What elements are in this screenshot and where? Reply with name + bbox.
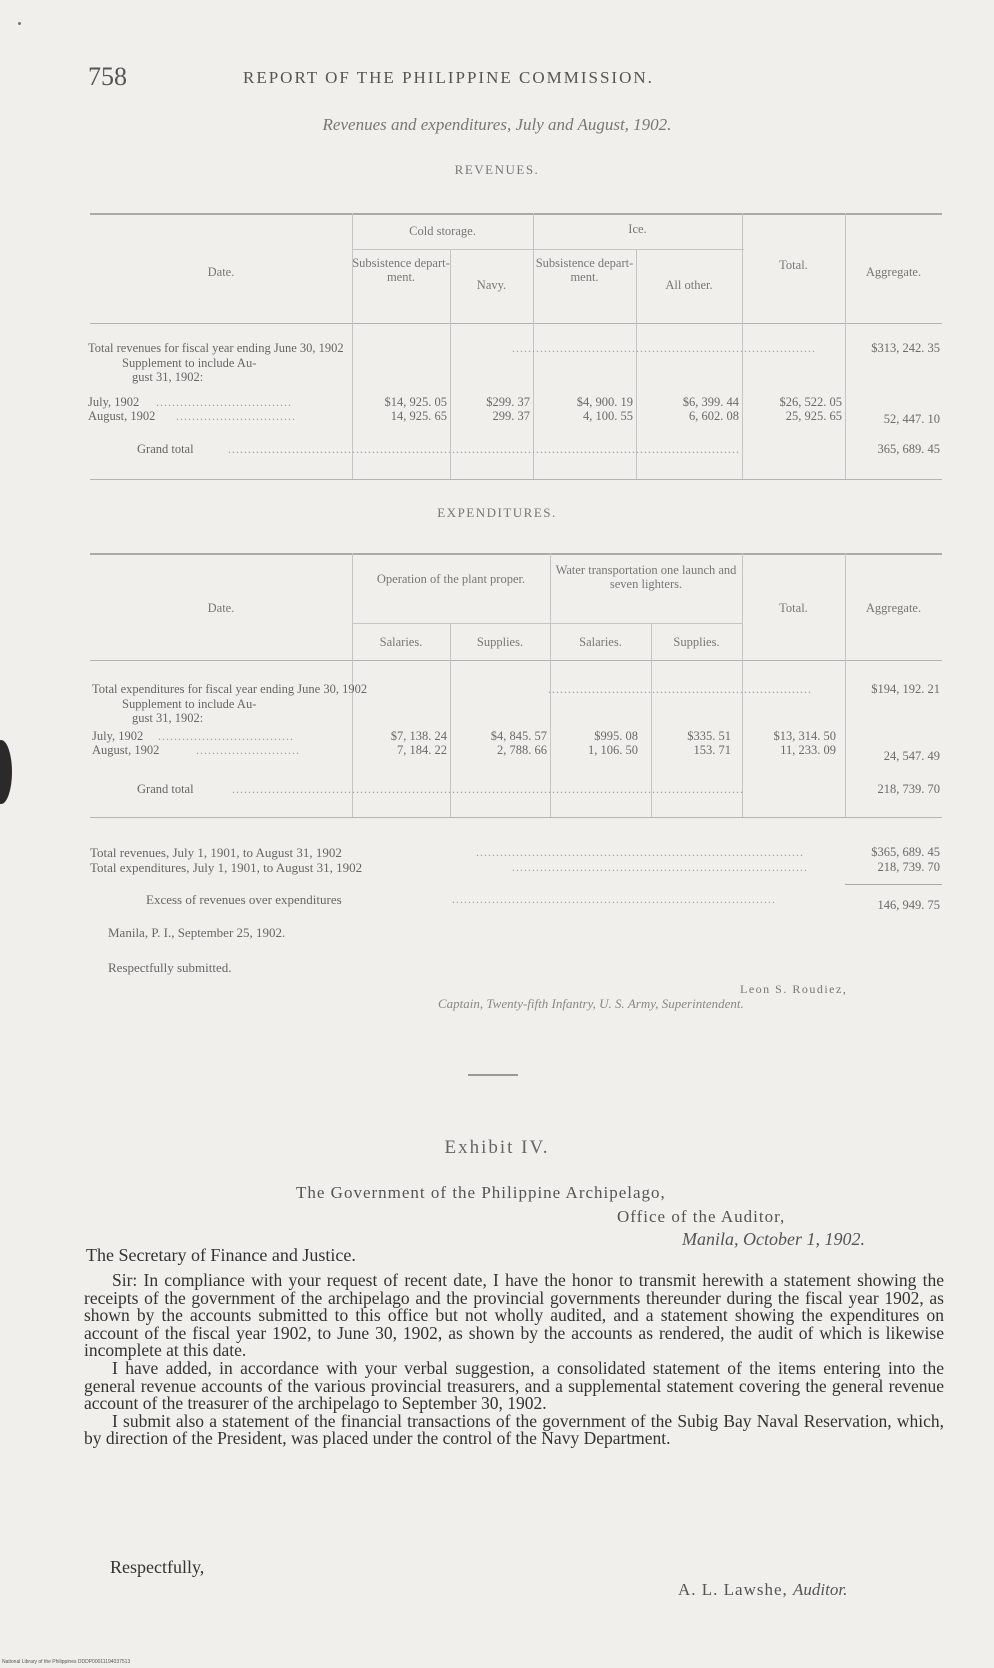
exp-july-supplies: $4, 845. 57 (490, 729, 547, 743)
binding-shadow (0, 740, 12, 804)
rev-grand-aggregate: 365, 689. 45 (877, 442, 940, 456)
rev-august-all-other: 6, 602. 08 (689, 409, 739, 423)
exp-july-salaries: $7, 138. 24 (390, 729, 447, 743)
running-head: REPORT OF THE PHILIPPINE COMMISSION. (243, 68, 654, 87)
exp-july-total: $13, 314. 50 (773, 729, 836, 743)
exp-col-supplies-2: Supplies. (673, 635, 720, 649)
exp-col-supplies: Supplies. (476, 635, 524, 649)
exp-col-header-date: Date. (207, 601, 235, 615)
exp-july-water-supplies: $335. 51 (687, 729, 731, 743)
rev-august-total: 25, 925. 65 (785, 409, 842, 423)
superintendent-title: Captain, Twenty-fifth Infantry, U. S. Army, Superintendent. (438, 996, 744, 1011)
expenditures-top-rule (90, 553, 942, 555)
superintendent-name: Leon S. Roudiez, (740, 982, 848, 996)
auditor-name: A. L. Lawshe, (678, 1580, 788, 1599)
col-header-subsistence-ice: Subsistence depart- ment. (535, 256, 634, 284)
exp-supp-aggregate: 24, 547. 49 (883, 749, 940, 763)
address-line-2: Office of the Auditor, (617, 1207, 786, 1226)
rev-supp-aggregate: 52, 447. 10 (883, 412, 940, 426)
rev-july-label: July, 1902 (88, 395, 140, 409)
col-group-operation: Operation of the plant proper. (376, 572, 526, 586)
rev-july-subsistence: $14, 925. 05 (384, 395, 447, 409)
letter-closing: Respectfully, (110, 1557, 205, 1577)
rev-august-label: August, 1902 (88, 409, 156, 423)
rev-august-ice-subsistence: 4, 100. 55 (583, 409, 633, 423)
table-title: Revenues and expenditures, July and August, 1902. (322, 115, 672, 134)
summary-expenditures-label: Total expenditures, July 1, 1901, to August 31, 1902 (90, 860, 363, 875)
exp-supp-label-2: gust 31, 1902: (132, 711, 204, 725)
revenues-heading: REVENUES. (454, 162, 540, 177)
col-header-date: Date. (207, 265, 235, 279)
page-number: 758 (88, 62, 127, 91)
rev-july-all-other: $6, 399. 44 (682, 395, 739, 409)
exp-august-total: 11, 233. 09 (780, 743, 836, 757)
rev-august-subsistence: 14, 925. 65 (390, 409, 447, 423)
exp-august-label: August, 1902 (92, 743, 160, 757)
col-header-subsistence: Subsistence depart- ment. (352, 256, 450, 284)
expenditures-heading: EXPENDITURES. (437, 505, 557, 520)
exhibit-heading: Exhibit IV. (444, 1137, 550, 1158)
exp-july-label: July, 1902 (92, 729, 144, 743)
exp-august-supplies: 2, 788. 66 (497, 743, 547, 757)
rev-supp-label-1: Supplement to include Au- (122, 356, 257, 370)
rev-total-label: Total revenues for fiscal year ending June 30, 1902 (88, 341, 344, 355)
col-header-navy: Navy. (476, 278, 507, 292)
auditor-signature (678, 1580, 847, 1600)
col-group-ice: Ice. (628, 222, 647, 236)
rev-july-ice-subsistence: $4, 900. 19 (576, 395, 633, 409)
letter-paragraph-3: I submit also a statement of the financial transactions of the government of the Subig Bay Naval Reservation, which, by direction of the President, was placed under the control of the Navy Department. (84, 1410, 944, 1449)
rev-supp-label-2: gust 31, 1902: (132, 370, 204, 384)
rev-july-navy: $299. 37 (486, 395, 530, 409)
summary-excess-value: 146, 949. 75 (877, 898, 940, 912)
exp-total-label: Total expenditures for fiscal year ending June 30, 1902 (92, 682, 368, 696)
exp-grand-aggregate: 218, 739. 70 (877, 782, 940, 796)
page-speck (18, 22, 21, 25)
revenues-top-rule (90, 213, 942, 215)
exp-july-water-salaries: $995. 08 (594, 729, 638, 743)
address-line-3: Manila, October 1, 1902. (682, 1229, 865, 1249)
summary-place-date: Manila, P. I., September 25, 1902. (108, 925, 286, 940)
exp-grand-label: Grand total (137, 782, 194, 796)
summary-expenditures-value: 218, 739. 70 (877, 860, 940, 874)
summary-revenues-value: $365, 689. 45 (871, 845, 940, 859)
page-header (88, 62, 888, 94)
exp-col-aggregate: Aggregate. (865, 601, 922, 615)
rev-august-navy: 299. 37 (492, 409, 530, 423)
exp-august-salaries: 7, 184. 22 (397, 743, 447, 757)
col-group-water: Water transportation one launch and seven lighters. (555, 563, 737, 591)
address-line-1: The Government of the Philippine Archipelago, (296, 1183, 666, 1202)
scan-footer: National Library of the Philippines DDDP00011194037513 (2, 1659, 131, 1665)
rev-july-total: $26, 522. 05 (779, 395, 842, 409)
col-header-all-other: All other. (665, 278, 713, 292)
summary-revenues-label: Total revenues, July 1, 1901, to August 31, 1902 (90, 845, 342, 860)
rev-grand-label: Grand total (137, 442, 194, 456)
exp-total-aggregate: $194, 192. 21 (871, 682, 940, 696)
rev-total-aggregate: $313, 242. 35 (871, 341, 940, 355)
exp-supp-label-1: Supplement to include Au- (122, 697, 257, 711)
exp-col-salaries-2: Salaries. (579, 635, 622, 649)
letter-body (84, 1272, 944, 1448)
document-page: 758 REPORT OF THE PHILIPPINE COMMISSION. Revenues and expenditures, July and August, 1902. REVENUES. Date. Cold storage. Ice. Subsistence depart- ment. Navy. Subsistence depart- ment. All other. Total. Aggregate. Total revenues for fiscal year ending June 30, 1902 ............................................................................ $313, 242. 35 Supplement to include Au- gust 31, 1902: July, 1902 .................................. $14, 925. 05 $299. 37 $4, 900. 19 $6, 399. 44 $26, 522. 05 August, 1902 .............................. 14, 925. 65 299. 37 4, 100. 55 6, 602. 08 25, 925. 65 52, 447. 10 Grand total ................................................................................................................................ 365, 689. 45 EXPENDITURES. Date. Operation of the plant proper. Water transportation one launch and seven lighters. Salaries. Supplies. Salaries. Supplies. Total. Aggregate. Total expenditures for fiscal year ending June 30, 1902 .................................................................. $194, 192. 21 Supplement to include Au- gust 31, 1902: July, 1902 .................................. $7, 138. 24 $4, 845. 57 $995. 08 $335. 51 $13, 314. 50 August, 1902 .......................... 7, 184. 22 2, 788. 66 1, 106. 50 153. 71 11, 233. 09 24, 547. 49 Grand total ................................................................................................................................ 218, 739. 70 Total revenues, July 1, 1901, to August 31, 1902 .................................................................................. $365, 689. 45 Total expenditures, July 1, 1901, to August 31, 1902 .......................................................................... 218, 739. 70 Excess of revenues over expenditures ................................................................................. 146, 949. 75 Manila, P. I., September 25, 1902. Respectfully submitted. Leon S. Roudiez, Captain, Twenty-fifth Infantry, U. S. Army, Superintendent. Exhibit IV. The Government of the Philippine Archipelago, Office of the Auditor, Manila, October 1, 1902. The Secretary of Finance and Justice. Sir: In compliance with your request of recent date, I have the honor to transmit herewith a statement showing the receipts of the government of the archipelago and the provincial governments thereunder during the fiscal year 1902, as shown by the accounts submitted to this office but not wholly audited, and a statement showing the expenditures on account of the fiscal year 1902, to June 30, 1902, as shown by the accounts as rendered, the audit of which is likewise incomplete at this date. I have added, in accordance with your verbal suggestion, a consolidated statement of the items entering into the general revenue accounts of the various provincial treasurers, and a supplemental statement covering the general revenue account of the treasurer of the archipelago to September 30, 1902. I submit also a statement of the financial transactions of the government of the Subig Bay Naval Reservation, which, by direction of the President, was placed under the control of the Navy Department. Respectfully, A. L. Lawshe, Auditor. National Library of the Philippines DDDP00011194037513 (0, 0, 994, 1668)
letter-paragraph-1: Sir: In compliance with your request of recent date, I have the honor to transmit herewith a statement showing the receipts of the government of the archipelago and the provincial governments thereunder during the fiscal year 1902, as shown by the accounts submitted to this office but not wholly audited, and a statement showing the expenditures on account of the fiscal year 1902, to June 30, 1902, as shown by the accounts as rendered, the audit of which is likewise incomplete at this date. (84, 1270, 944, 1361)
letter-paragraph-2: I have added, in accordance with your verbal suggestion, a consolidated statement of the items entering into the general revenue accounts of the various provincial treasurers, and a supplemental statement covering the general revenue account of the treasurer of the archipelago to September 30, 1902. (84, 1357, 944, 1414)
exp-col-salaries: Salaries. (379, 635, 423, 649)
summary-excess-label: Excess of revenues over expenditures (146, 892, 342, 907)
auditor-title: Auditor. (793, 1580, 848, 1599)
col-header-aggregate: Aggregate. (865, 265, 922, 279)
salutation: The Secretary of Finance and Justice. (86, 1245, 356, 1265)
section-divider (468, 1074, 518, 1076)
exp-col-total: Total. (779, 601, 808, 615)
col-header-total: Total. (779, 258, 808, 272)
exp-august-water-salaries: 1, 106. 50 (588, 743, 638, 757)
col-group-cold-storage: Cold storage. (409, 224, 476, 238)
summary-submitted: Respectfully submitted. (108, 960, 232, 975)
exp-august-water-supplies: 153. 71 (693, 743, 731, 757)
